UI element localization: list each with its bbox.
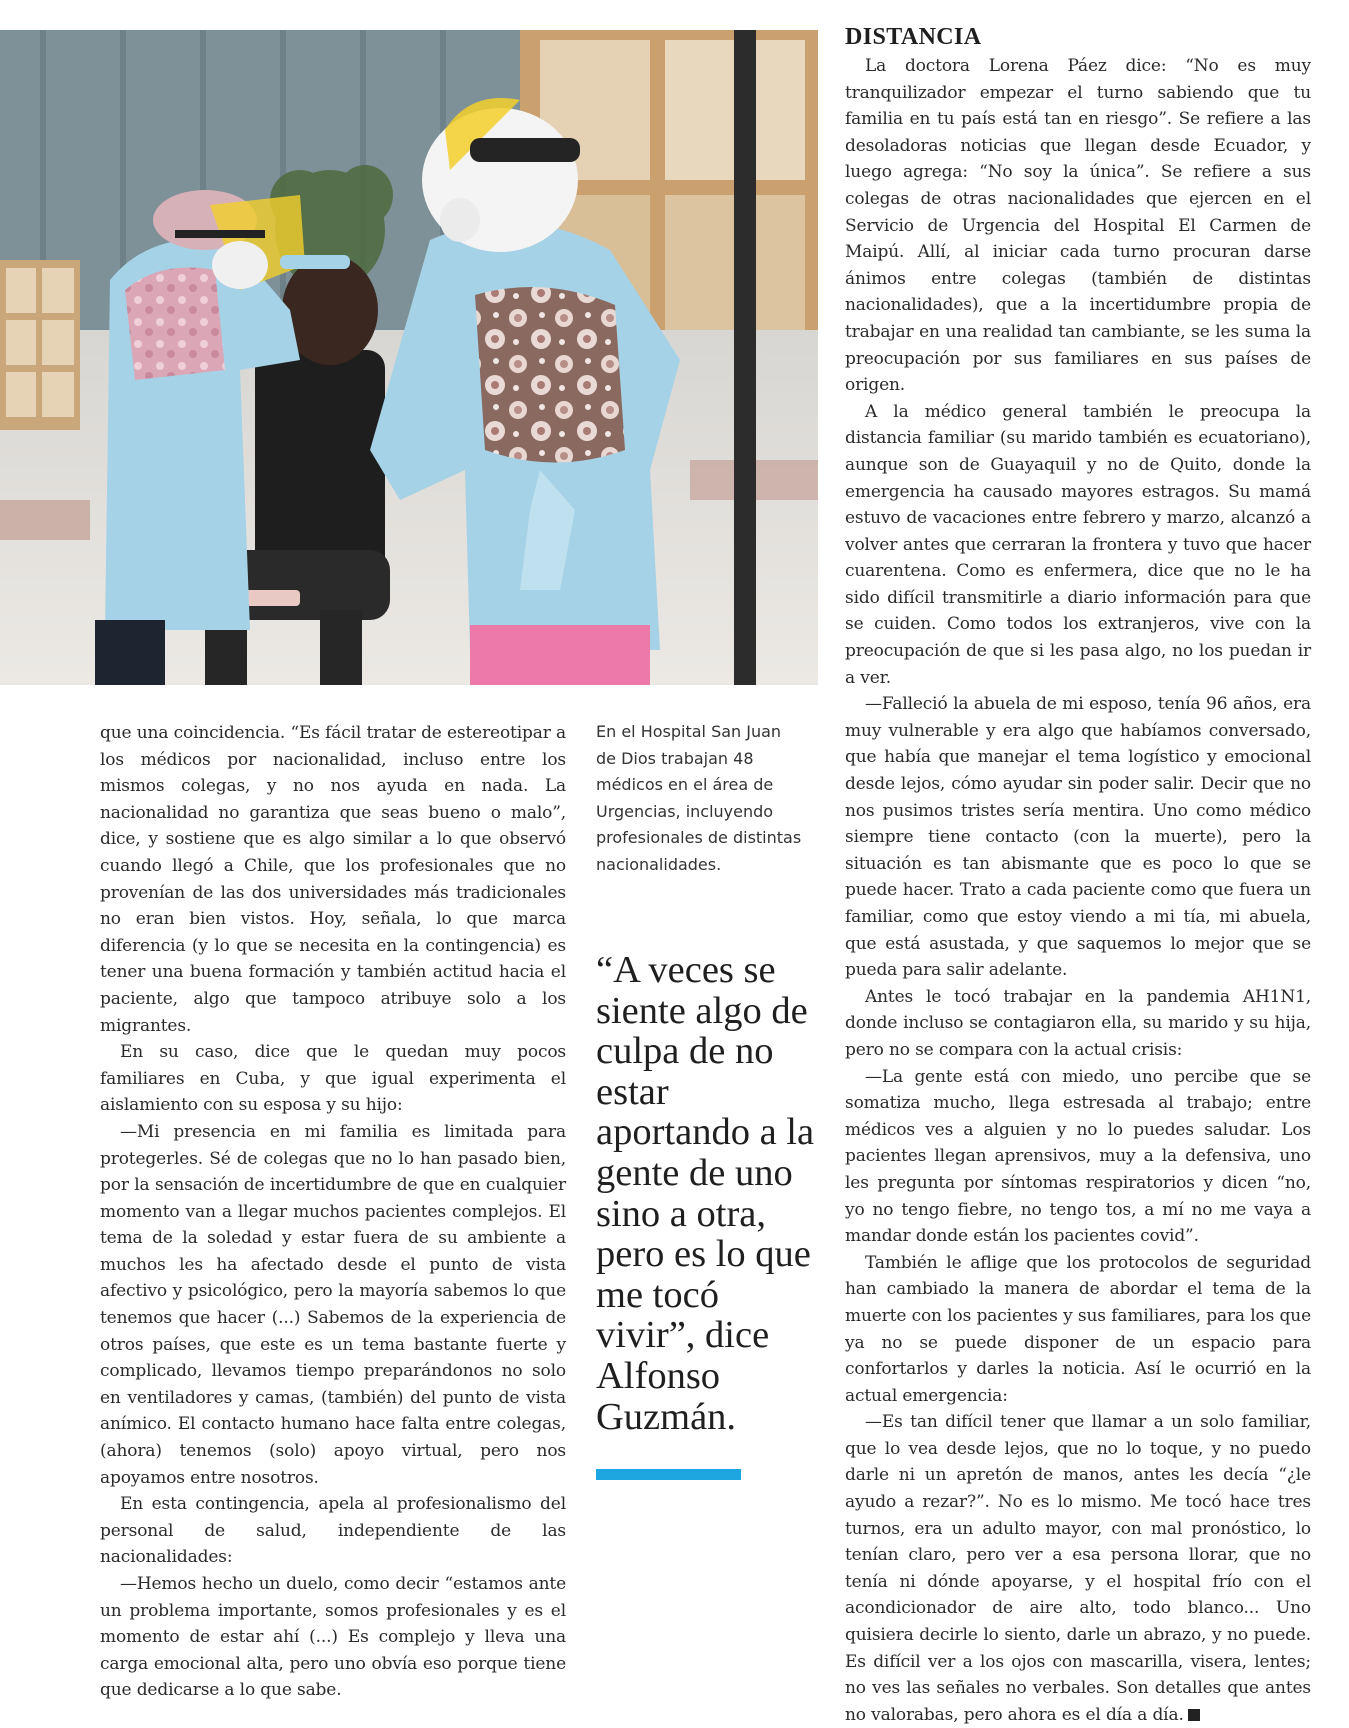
right-paragraph-7-text: —Es tan difícil tener que llamar a un solo familiar, que lo vea desde lejos, que no lo toque, y no puedo darle ni un apretón de manos, antes les decía “¿le ayudo a rezar?”. No es lo mismo. Me tocó hace tres turnos, era un adulto mayor, con mal pronóstico, lo tenían claro, pero ver a esa persona llorar, que no tenía ni dónde apoyarse, y el hospital frío con el acondicionador de aire alto, todo blanco... Uno quisiera decirle lo siento, darle un abrazo, y no puede. Es difícil ver a los ojos con mascarilla, visera, lentes; no ves las señales no verbales. Son detalles que antes no valorabas, pero ahora es el día a día.	[845, 1412, 1311, 1725]
left-paragraph-5: —Hemos hecho un duelo, como decir “estamos ante un problema importante, somos profesionales y es el momento de estar ahí (...) Es complejo y lleva una carga emocional alta, pero uno obvía eso porque tiene que dedicarse a lo que sabe.	[100, 1574, 566, 1701]
section-heading: DISTANCIA	[845, 24, 982, 50]
right-paragraph-2: A la médico general también le preocupa la distancia familiar (su marido también es ecuatoriano), aunque son de Guayaquil y no de Quito, donde la emergencia ha causado mayores estragos. Su mamá estuvo de vacaciones entre febrero y marzo, alcanzó a volver antes que cerraran la frontera y tuvo que hacer cuarentena. Como es enfermera, dice que no le ha sido difícil transmitirle a diario información para que se cuiden. Como todos los extranjeros, vive con la preocupación de que si les pasa algo, no los puedan ir a ver.	[845, 401, 1311, 688]
right-paragraph-4: Antes le tocó trabajar en la pandemia AH1N1, donde incluso se contagiaron ella, su marido y su hija, pero no se compara con la actual crisis:	[845, 986, 1311, 1060]
hospital-testing-photo	[0, 30, 818, 685]
end-of-article-icon	[1188, 1709, 1200, 1721]
left-column	[100, 720, 566, 1704]
left-paragraph-3: —Mi presencia en mi familia es limitada para protegerles. Sé de colegas que no lo han pasado bien, por la sensación de incertidumbre de que en cualquier momento van a llegar muchos pacientes complejos. El tema de la soledad y estar fuera de su ambiente a muchos les ha afectado desde el punto de vista afectivo y psicológico, pero la mayoría sabemos lo que tenemos que hacer (...) Sabemos de la experiencia de otros países, que este es un tema bastante fuerte y complicado, llevamos tiempo preparándonos no solo en ventiladores y camas, (también) del punto de vista anímico. El contacto humano hace falta entre colegas, (ahora) tenemos (solo) apoyo virtual, pero nos apoyamos entre nosotros.	[100, 1121, 566, 1488]
right-paragraph-7	[845, 1409, 1311, 1728]
right-paragraph-1: La doctora Lorena Páez dice: “No es muy tranquilizador empezar el turno sabiendo que tu familia en tu país está tan en riesgo”. Se refiere a las desoladoras noticias que llegan desde Ecuador, y luego agrega: “No soy la única”. Se refiere a sus colegas de otras nacionalidades que ejercen en el Servicio de Urgencia del Hospital El Carmen de Maipú. Allí, al iniciar cada turno procuran darse ánimos entre colegas (también de distintas nacionalidades), que a la incertidumbre propia de trabajar en una realidad tan cambiante, se les suma la preocupación por sus familiares en sus países de origen.	[845, 56, 1311, 396]
left-paragraph-1: que una coincidencia. “Es fácil tratar de estereotipar a los médicos por nacionalidad, incluso entre los mismos colegas, y no nos ayuda en nada. La nacionalidad no garantiza que seas bueno o malo”, dice, y sostiene que es algo similar a lo que observó cuando llegó a Chile, que los profesionales que no provenían de las dos universidades más tradicionales no eran bien vistos. Hoy, señala, lo que marca diferencia (y lo que se necesita en la contingencia) es tener una buena formación y también actitud hacia el paciente, algo que tampoco atribuye solo a los migrantes.	[100, 723, 566, 1036]
right-paragraph-3: —Falleció la abuela de mi esposo, tenía 96 años, era muy vulnerable y era algo que habíamos conversado, que había que manejar el tema logístico y emocional desde lejos, cómo ayudar sin poder salir. Decir que no nos pusimos tristes sería mentira. Uno como médico siempre tiene contacto (con la muerte), pero la situación es tan abismante que es poco lo que se puede hacer. Trato a cada paciente como que fuera un familiar, como que estoy viendo a mi tía, mi abuela, que está asustada, y que saquemos lo mejor que se pueda para salir adelante.	[845, 694, 1311, 981]
pull-quote-accent-bar	[596, 1469, 741, 1480]
pull-quote: “A veces se siente algo de culpa de no estar aportando a la gente de uno sino a otra, pero es lo que me tocó vivir”, dice Alfonso Guzmán.	[596, 949, 815, 1438]
right-column	[845, 21, 1311, 1728]
left-paragraph-4: En esta contingencia, apela al profesionalismo del personal de salud, independiente de las nacionalidades:	[100, 1494, 566, 1568]
photo-caption: En el Hospital San Juan de Dios trabajan 48 médicos en el área de Urgencias, incluyendo profesionales de distintas nacionalidades.	[596, 722, 802, 874]
left-paragraph-2: En su caso, dice que le quedan muy pocos familiares en Cuba, y que igual experimenta el aislamiento con su esposa y su hijo:	[100, 1042, 566, 1116]
right-paragraph-5: —La gente está con miedo, uno percibe que se somatiza mucho, llega estresada al trabajo; entre médicos ves a alguien y no lo puedes saludar. Los pacientes llegan aprensivos, muy a la defensiva, uno les pregunta por síntomas respiratorios y dicen “no, yo no tengo fiebre, no tengo tos, a mí no me vaya a mandar donde están los pacientes covid”.	[845, 1066, 1311, 1247]
article-photo	[0, 30, 818, 685]
right-paragraph-6: También le aflige que los protocolos de seguridad han cambiado la manera de abordar el tema de la muerte con los pacientes y sus familiares, para los que ya no se puede disponer de un espacio para confortarlos y darles la noticia. Así le ocurrió en la actual emergencia:	[845, 1252, 1311, 1406]
